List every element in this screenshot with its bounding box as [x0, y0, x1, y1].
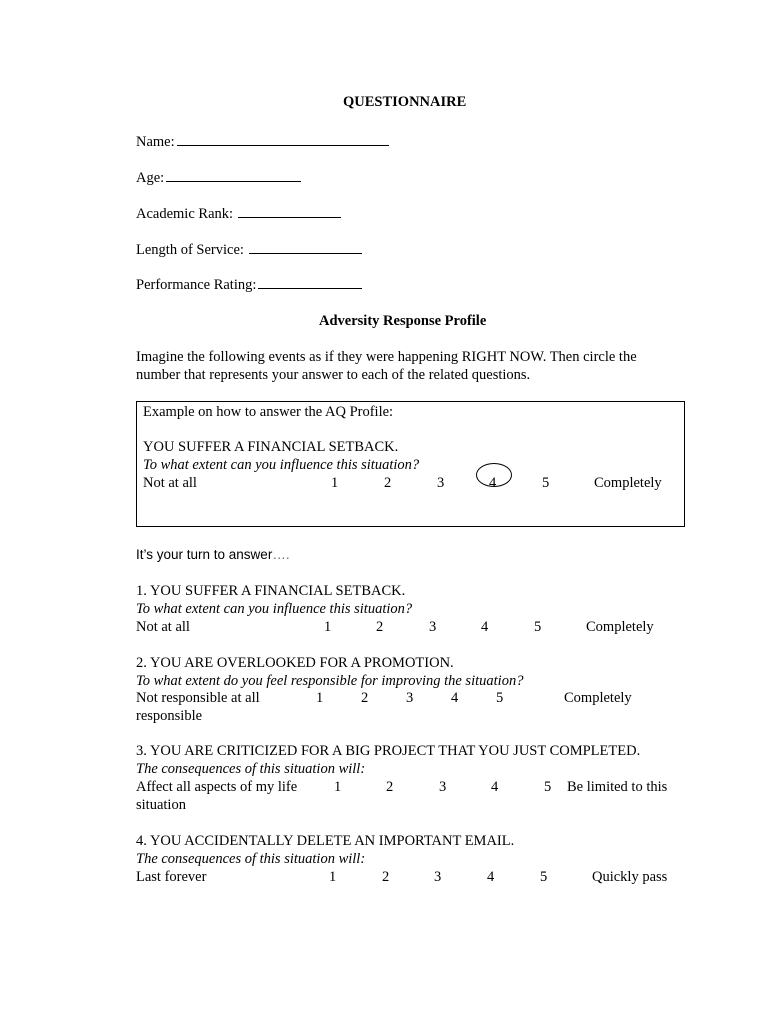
q4-event: 4. YOU ACCIDENTALLY DELETE AN IMPORTANT EMAIL.	[136, 833, 515, 849]
q4-option-4[interactable]: 4	[487, 869, 495, 885]
profile-title: Adversity Response Profile	[319, 313, 487, 329]
q3-wrap-text: situation	[136, 797, 186, 813]
q2-option-3[interactable]: 3	[406, 690, 414, 706]
example-question: To what extent can you influence this situation?	[143, 457, 420, 473]
example-scale-2: 2	[384, 475, 392, 491]
academic-rank-input-line[interactable]	[238, 204, 341, 218]
q2-event: 2. YOU ARE OVERLOOKED FOR A PROMOTION.	[136, 655, 454, 671]
instructions-line-2: number that represents your answer to each of the related questions.	[136, 367, 531, 383]
q4-option-1[interactable]: 1	[329, 869, 337, 885]
performance-rating-field[interactable]	[136, 275, 362, 294]
q4-option-2[interactable]: 2	[382, 869, 390, 885]
q4-option-3[interactable]: 3	[434, 869, 442, 885]
q2-option-4[interactable]: 4	[451, 690, 459, 706]
example-scale-1: 1	[331, 475, 339, 491]
q1-question: To what extent can you influence this situation?	[136, 601, 413, 617]
q3-right-label: Be limited to this	[567, 779, 668, 795]
q2-right-label: Completely	[564, 690, 632, 706]
q2-option-5[interactable]: 5	[496, 690, 504, 706]
q1-option-1[interactable]: 1	[324, 619, 332, 635]
q2-wrap-text: responsible	[136, 708, 203, 724]
example-scale-3: 3	[437, 475, 445, 491]
q1-option-3[interactable]: 3	[429, 619, 437, 635]
performance-rating-label: Performance Rating:	[136, 277, 257, 293]
q3-question: The consequences of this situation will:	[136, 761, 366, 777]
q3-option-4[interactable]: 4	[491, 779, 499, 795]
q4-question: The consequences of this situation will:	[136, 851, 366, 867]
turn-prompt-dots: ….	[272, 547, 290, 562]
academic-rank-field[interactable]	[136, 204, 341, 223]
q3-event: 3. YOU ARE CRITICIZED FOR A BIG PROJECT THAT YOU JUST COMPLETED.	[136, 743, 641, 759]
page-title: QUESTIONNAIRE	[343, 94, 467, 110]
instructions-line-1: Imagine the following events as if they were happening RIGHT NOW. Then circle the	[136, 349, 637, 365]
example-right-label: Completely	[594, 475, 662, 491]
length-of-service-input-line[interactable]	[249, 240, 362, 254]
turn-prompt	[136, 546, 290, 564]
q4-option-5[interactable]: 5	[540, 869, 548, 885]
q1-right-label: Completely	[586, 619, 654, 635]
age-field[interactable]	[136, 168, 301, 187]
academic-rank-label: Academic Rank:	[136, 206, 234, 222]
q1-option-4[interactable]: 4	[481, 619, 489, 635]
q3-option-2[interactable]: 2	[386, 779, 394, 795]
age-label: Age:	[136, 170, 165, 186]
example-scale-4: 4	[489, 475, 497, 491]
performance-rating-input-line[interactable]	[258, 275, 362, 289]
q1-left-label: Not at all	[136, 619, 190, 635]
q4-left-label: Last forever	[136, 869, 207, 885]
q4-right-label: Quickly pass	[592, 869, 668, 885]
age-input-line[interactable]	[166, 168, 301, 182]
example-heading: Example on how to answer the AQ Profile:	[143, 404, 394, 420]
example-scale-5: 5	[542, 475, 550, 491]
q3-left-label: Affect all aspects of my life	[136, 779, 298, 795]
q2-option-1[interactable]: 1	[316, 690, 324, 706]
q3-option-5[interactable]: 5	[544, 779, 552, 795]
q2-option-2[interactable]: 2	[361, 690, 369, 706]
name-field[interactable]	[136, 132, 389, 151]
name-input-line[interactable]	[177, 132, 389, 146]
q1-event: 1. YOU SUFFER A FINANCIAL SETBACK.	[136, 583, 406, 599]
name-label: Name:	[136, 134, 175, 150]
length-of-service-label: Length of Service:	[136, 242, 244, 258]
q1-option-5[interactable]: 5	[534, 619, 542, 635]
length-of-service-field[interactable]	[136, 240, 362, 259]
example-left-label: Not at all	[143, 475, 197, 491]
q3-option-3[interactable]: 3	[439, 779, 447, 795]
q3-option-1[interactable]: 1	[334, 779, 342, 795]
q1-option-2[interactable]: 2	[376, 619, 384, 635]
example-answer-circle	[476, 463, 512, 487]
example-event: YOU SUFFER A FINANCIAL SETBACK.	[143, 439, 399, 455]
turn-prompt-text: It’s your turn to answer	[136, 547, 273, 562]
q2-question: To what extent do you feel responsible for improving the situation?	[136, 673, 524, 689]
q2-left-label: Not responsible at all	[136, 690, 260, 706]
